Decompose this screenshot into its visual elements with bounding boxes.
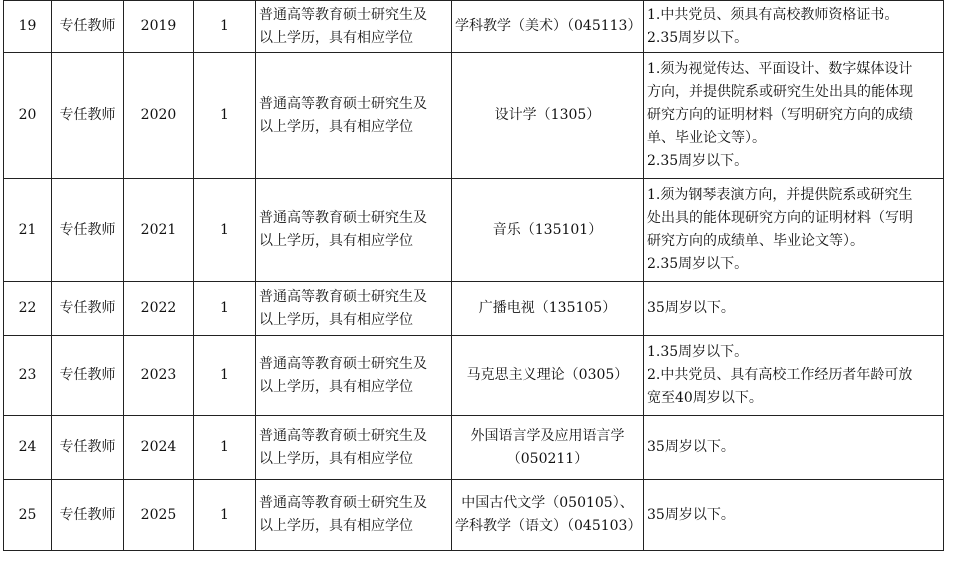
other-requirements	[644, 1, 944, 53]
major-requirement-line: 学科教学（语文）（045103）	[455, 518, 642, 534]
position-code: 2025	[124, 480, 194, 551]
education-requirement	[256, 336, 452, 416]
major-requirement	[452, 53, 644, 179]
other-requirements-line: 宽至40周岁以下。	[647, 390, 763, 406]
education-requirement-line: 以上学历，具有相应学位	[259, 29, 413, 46]
other-requirements-line: 35周岁以下。	[647, 300, 735, 316]
position-type: 专任教师	[52, 480, 124, 551]
other-requirements-line: 2.35周岁以下。	[647, 256, 749, 272]
education-requirement	[256, 179, 452, 282]
recruitment-table	[3, 0, 944, 551]
education-requirement	[256, 1, 452, 53]
other-requirements	[644, 480, 944, 551]
hire-count: 1	[194, 416, 256, 480]
education-requirement-line: 普通高等教育硕士研究生及	[259, 427, 427, 444]
other-requirements-line: 单、毕业论文等）。	[647, 130, 766, 146]
position-type: 专任教师	[52, 336, 124, 416]
table-row	[4, 53, 944, 179]
other-requirements	[644, 282, 944, 336]
other-requirements-line: 研究方向的成绩单、毕业论文等）。	[647, 233, 864, 249]
row-number: 24	[4, 416, 52, 480]
hire-count: 1	[194, 1, 256, 53]
major-requirement-line: （050211）	[506, 450, 589, 467]
table-row	[4, 416, 944, 480]
major-requirement	[452, 336, 644, 416]
education-requirement	[256, 53, 452, 179]
major-requirement	[452, 480, 644, 551]
hire-count: 1	[194, 179, 256, 282]
other-requirements-line: 35周岁以下。	[647, 439, 735, 455]
table-row	[4, 1, 944, 53]
other-requirements-line: 2.35周岁以下。	[647, 153, 749, 169]
other-requirements-line: 处出具的能体现研究方向的证明材料（写明	[647, 210, 913, 226]
position-code: 2024	[124, 416, 194, 480]
education-requirement-line: 以上学历，具有相应学位	[259, 378, 413, 395]
position-code: 2020	[124, 53, 194, 179]
row-number: 23	[4, 336, 52, 416]
major-requirement-line: 外国语言学及应用语言学	[470, 427, 625, 444]
education-requirement	[256, 480, 452, 551]
major-requirement	[452, 179, 644, 282]
major-requirement-line: 广播电视（135105）	[478, 300, 617, 316]
education-requirement-line: 普通高等教育硕士研究生及	[259, 6, 427, 23]
other-requirements	[644, 336, 944, 416]
position-code: 2022	[124, 282, 194, 336]
other-requirements-line: 2.35周岁以下。	[647, 29, 749, 46]
other-requirements-line: 1.35周岁以下。	[647, 344, 749, 360]
other-requirements-line: 方向，并提供院系或研究生处出具的能体现	[647, 84, 913, 100]
other-requirements-line: 1.须为钢琴表演方向，并提供院系或研究生	[647, 187, 913, 203]
education-requirement-line: 以上学历，具有相应学位	[259, 118, 413, 135]
hire-count: 1	[194, 480, 256, 551]
other-requirements-line: 2.中共党员、具有高校工作经历者年龄可放	[647, 367, 913, 383]
position-code: 2023	[124, 336, 194, 416]
major-requirement-line: 马克思主义理论（0305）	[466, 367, 629, 383]
table-row	[4, 282, 944, 336]
position-code: 2019	[124, 1, 194, 53]
row-number: 22	[4, 282, 52, 336]
education-requirement-line: 普通高等教育硕士研究生及	[259, 355, 427, 372]
position-type: 专任教师	[52, 416, 124, 480]
other-requirements-line: 1.中共党员、须具有高校教师资格证书。	[647, 6, 899, 23]
education-requirement	[256, 282, 452, 336]
education-requirement-line: 以上学历，具有相应学位	[259, 311, 413, 328]
hire-count: 1	[194, 53, 256, 179]
other-requirements	[644, 179, 944, 282]
row-number: 20	[4, 53, 52, 179]
hire-count: 1	[194, 282, 256, 336]
table-row	[4, 179, 944, 282]
other-requirements	[644, 53, 944, 179]
position-type: 专任教师	[52, 53, 124, 179]
education-requirement-line: 普通高等教育硕士研究生及	[259, 495, 427, 511]
education-requirement-line: 普通高等教育硕士研究生及	[259, 95, 427, 112]
position-code: 2021	[124, 179, 194, 282]
major-requirement-line: 音乐（135101）	[492, 221, 603, 238]
education-requirement-line: 以上学历，具有相应学位	[259, 450, 413, 467]
table-row	[4, 480, 944, 551]
education-requirement-line: 以上学历，具有相应学位	[259, 233, 413, 249]
row-number: 25	[4, 480, 52, 551]
position-type: 专任教师	[52, 1, 124, 53]
other-requirements-line: 35周岁以下。	[647, 506, 735, 523]
major-requirement	[452, 1, 644, 53]
education-requirement-line: 普通高等教育硕士研究生及	[259, 210, 427, 226]
hire-count: 1	[194, 336, 256, 416]
education-requirement-line: 以上学历，具有相应学位	[259, 518, 413, 534]
position-type: 专任教师	[52, 282, 124, 336]
major-requirement-line: 中国古代文学（050105）、	[461, 495, 634, 511]
other-requirements-line: 1.须为视觉传达、平面设计、数字媒体设计	[647, 61, 913, 77]
major-requirement	[452, 416, 644, 480]
row-number: 19	[4, 1, 52, 53]
major-requirement-line: 设计学（1305）	[494, 107, 601, 123]
major-requirement-line: 学科教学（美术）（045113）	[455, 18, 642, 34]
other-requirements	[644, 416, 944, 480]
table-row	[4, 336, 944, 416]
row-number: 21	[4, 179, 52, 282]
education-requirement	[256, 416, 452, 480]
position-type: 专任教师	[52, 179, 124, 282]
other-requirements-line: 研究方向的证明材料（写明研究方向的成绩	[647, 107, 913, 123]
education-requirement-line: 普通高等教育硕士研究生及	[259, 288, 427, 305]
major-requirement	[452, 282, 644, 336]
